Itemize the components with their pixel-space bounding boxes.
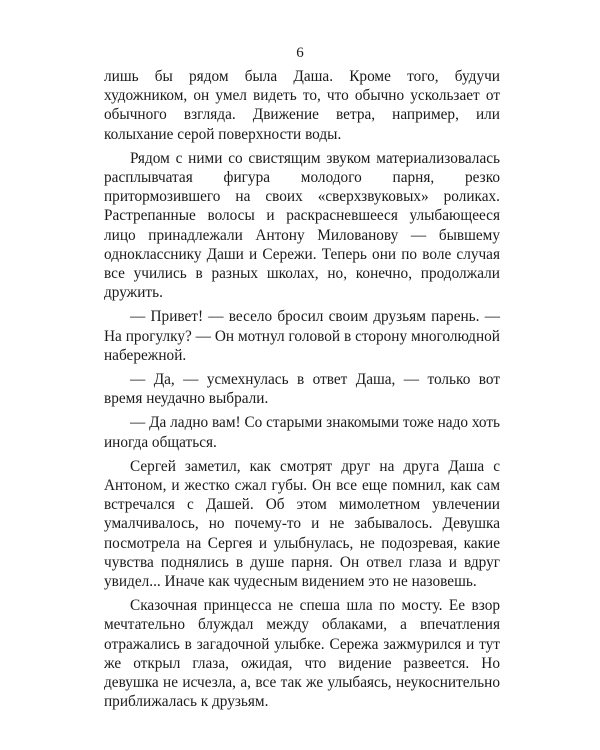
paragraph-4: — Да, — усмехнулась в ответ Даша, — только вот время неудачно выбрали. xyxy=(104,371,500,408)
paragraph-5: — Да ладно вам! Со старыми знакомыми тоже надо хоть иногда общаться. xyxy=(104,414,501,451)
page-number: 6 xyxy=(296,45,304,61)
paragraph-1: лишь бы рядом была Даша. Кроме того, будучи художником, он умел видеть то, что обычно ускользает от обычного взгляда. Движение ветра, например, или колыхание серой поверхности воды. xyxy=(104,68,500,143)
paragraph-2: Рядом с ними со свистящим звуком материализовалась расплывчатая фигура молодого парня, резко притормозившего на своих «сверхзвуковых» роликах. Растрепанные волосы и раскрасневшееся улыбающееся лицо принадлежали Антону Милованову — бывшему однокласснику Даши и Сережи. Теперь они по воле случая все учились в разных школах, но, конечно, продолжали дружить. xyxy=(104,149,500,302)
paragraph-3: — Привет! — весело бросил своим друзьям парень. — На прогулку? — Он мотнул головой в сторону многолюдной набережной. xyxy=(104,308,500,364)
body-text xyxy=(104,67,500,712)
paragraph-6: Сергей заметил, как смотрят друг на друга Даша с Антоном, и жестко сжал губы. Он все еще помнил, как сам встречался с Дашей. Об этом мимолетном увлечении умалчивалось, но почему-то и не забывалось. Девушка посмотрела на Сергея и улыбнулась, не подозревая, какие чувства поднялись в душе парня. Он отвел глаза и вдруг увидел... Иначе как чудесным видением это не назовешь. xyxy=(104,457,500,591)
paragraph-7: Сказочная принцесса не спеша шла по мосту. Ее взор мечтательно блуждал между облаками, а впечатления отражались в загадочной улыбке. Сережа зажмурился и тут же открыл глаза, ожидая, что видение развеется. Но девушка не исчезла, а, все так же улыбаясь, неукоснительно приближалась к друзьям. xyxy=(104,597,500,711)
